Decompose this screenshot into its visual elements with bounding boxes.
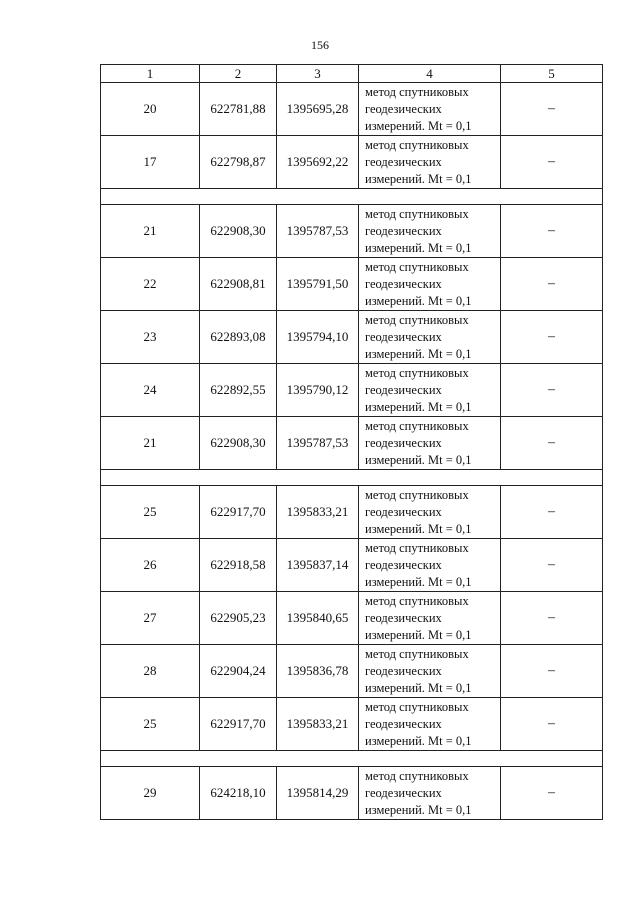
method-line: измерений. Mt = 0,1 (365, 346, 472, 361)
point-number-cell: 26 (101, 539, 200, 592)
empty-value-dash: – (501, 645, 603, 698)
point-number-cell: 27 (101, 592, 200, 645)
point-number-cell: 25 (101, 486, 200, 539)
table-row (101, 592, 603, 645)
point-number-cell: 17 (101, 136, 200, 189)
method-line: геодезических (365, 663, 442, 678)
method-cell (359, 205, 501, 258)
point-number-cell: 22 (101, 258, 200, 311)
point-number-cell: 29 (101, 767, 200, 820)
empty-value-dash: – (501, 311, 603, 364)
table-row (101, 767, 603, 820)
table-row (101, 539, 603, 592)
empty-value-dash: – (501, 205, 603, 258)
empty-value-dash: – (501, 83, 603, 136)
y-coordinate-cell: 1395837,14 (277, 539, 359, 592)
table-body (101, 83, 603, 820)
x-coordinate-cell: 622917,70 (200, 486, 277, 539)
x-coordinate-cell: 622908,81 (200, 258, 277, 311)
method-line: геодезических (365, 557, 442, 572)
method-line: метод спутниковых (365, 365, 469, 380)
empty-value-dash: – (501, 767, 603, 820)
method-line: метод спутниковых (365, 84, 469, 99)
method-cell (359, 645, 501, 698)
empty-value-dash: – (501, 486, 603, 539)
separator-row (101, 751, 603, 767)
x-coordinate-cell: 622798,87 (200, 136, 277, 189)
table-row (101, 364, 603, 417)
method-line: геодезических (365, 610, 442, 625)
x-coordinate-cell: 624218,10 (200, 767, 277, 820)
y-coordinate-cell: 1395787,53 (277, 417, 359, 470)
method-line: измерений. Mt = 0,1 (365, 521, 472, 536)
x-coordinate-cell: 622893,08 (200, 311, 277, 364)
x-coordinate-cell: 622892,55 (200, 364, 277, 417)
empty-value-dash: – (501, 136, 603, 189)
coordinates-table (100, 64, 603, 820)
page-number: 156 (311, 38, 329, 52)
point-number-cell: 25 (101, 698, 200, 751)
method-line: измерений. Mt = 0,1 (365, 240, 472, 255)
method-line: метод спутниковых (365, 699, 469, 714)
table-row (101, 645, 603, 698)
method-line: геодезических (365, 101, 442, 116)
method-line: геодезических (365, 223, 442, 238)
separator-cell (101, 470, 603, 486)
method-line: геодезических (365, 504, 442, 519)
empty-value-dash: – (501, 258, 603, 311)
method-cell (359, 539, 501, 592)
separator-cell (101, 751, 603, 767)
y-coordinate-cell: 1395840,65 (277, 592, 359, 645)
method-line: геодезических (365, 382, 442, 397)
table-row (101, 417, 603, 470)
table-row (101, 698, 603, 751)
method-line: измерений. Mt = 0,1 (365, 733, 472, 748)
table-row (101, 83, 603, 136)
method-cell (359, 767, 501, 820)
x-coordinate-cell: 622904,24 (200, 645, 277, 698)
column-header: 2 (200, 65, 277, 83)
method-line: геодезических (365, 329, 442, 344)
method-line: метод спутниковых (365, 768, 469, 783)
x-coordinate-cell: 622918,58 (200, 539, 277, 592)
method-line: геодезических (365, 154, 442, 169)
y-coordinate-cell: 1395794,10 (277, 311, 359, 364)
column-header: 5 (501, 65, 603, 83)
method-line: метод спутниковых (365, 137, 469, 152)
empty-value-dash: – (501, 592, 603, 645)
y-coordinate-cell: 1395787,53 (277, 205, 359, 258)
empty-value-dash: – (501, 539, 603, 592)
point-number-cell: 24 (101, 364, 200, 417)
table-row (101, 311, 603, 364)
method-line: метод спутниковых (365, 487, 469, 502)
point-number-cell: 23 (101, 311, 200, 364)
y-coordinate-cell: 1395695,28 (277, 83, 359, 136)
method-cell (359, 698, 501, 751)
separator-cell (101, 189, 603, 205)
method-cell (359, 486, 501, 539)
method-line: измерений. Mt = 0,1 (365, 627, 472, 642)
method-cell (359, 258, 501, 311)
y-coordinate-cell: 1395836,78 (277, 645, 359, 698)
x-coordinate-cell: 622917,70 (200, 698, 277, 751)
method-line: геодезических (365, 276, 442, 291)
empty-value-dash: – (501, 698, 603, 751)
method-line: метод спутниковых (365, 540, 469, 555)
x-coordinate-cell: 622905,23 (200, 592, 277, 645)
method-line: метод спутниковых (365, 593, 469, 608)
method-line: геодезических (365, 716, 442, 731)
x-coordinate-cell: 622908,30 (200, 417, 277, 470)
method-cell (359, 417, 501, 470)
method-line: измерений. Mt = 0,1 (365, 293, 472, 308)
method-cell (359, 364, 501, 417)
method-cell (359, 311, 501, 364)
x-coordinate-cell: 622908,30 (200, 205, 277, 258)
x-coordinate-cell: 622781,88 (200, 83, 277, 136)
method-line: измерений. Mt = 0,1 (365, 171, 472, 186)
method-line: метод спутниковых (365, 646, 469, 661)
y-coordinate-cell: 1395692,22 (277, 136, 359, 189)
point-number-cell: 21 (101, 417, 200, 470)
y-coordinate-cell: 1395790,12 (277, 364, 359, 417)
point-number-cell: 28 (101, 645, 200, 698)
method-line: метод спутниковых (365, 312, 469, 327)
method-line: метод спутниковых (365, 206, 469, 221)
method-line: метод спутниковых (365, 418, 469, 433)
method-cell (359, 83, 501, 136)
y-coordinate-cell: 1395833,21 (277, 486, 359, 539)
method-cell (359, 136, 501, 189)
method-line: измерений. Mt = 0,1 (365, 802, 472, 817)
table-row (101, 258, 603, 311)
table-row (101, 205, 603, 258)
empty-value-dash: – (501, 417, 603, 470)
y-coordinate-cell: 1395791,50 (277, 258, 359, 311)
y-coordinate-cell: 1395814,29 (277, 767, 359, 820)
method-line: метод спутниковых (365, 259, 469, 274)
method-line: геодезических (365, 435, 442, 450)
method-line: геодезических (365, 785, 442, 800)
y-coordinate-cell: 1395833,21 (277, 698, 359, 751)
column-header: 1 (101, 65, 200, 83)
empty-value-dash: – (501, 364, 603, 417)
method-cell (359, 592, 501, 645)
separator-row (101, 189, 603, 205)
separator-row (101, 470, 603, 486)
table-row (101, 136, 603, 189)
column-header: 3 (277, 65, 359, 83)
method-line: измерений. Mt = 0,1 (365, 399, 472, 414)
table-header-row (101, 65, 603, 83)
method-line: измерений. Mt = 0,1 (365, 118, 472, 133)
table-row (101, 486, 603, 539)
point-number-cell: 20 (101, 83, 200, 136)
method-line: измерений. Mt = 0,1 (365, 680, 472, 695)
column-header: 4 (359, 65, 501, 83)
method-line: измерений. Mt = 0,1 (365, 574, 472, 589)
point-number-cell: 21 (101, 205, 200, 258)
method-line: измерений. Mt = 0,1 (365, 452, 472, 467)
